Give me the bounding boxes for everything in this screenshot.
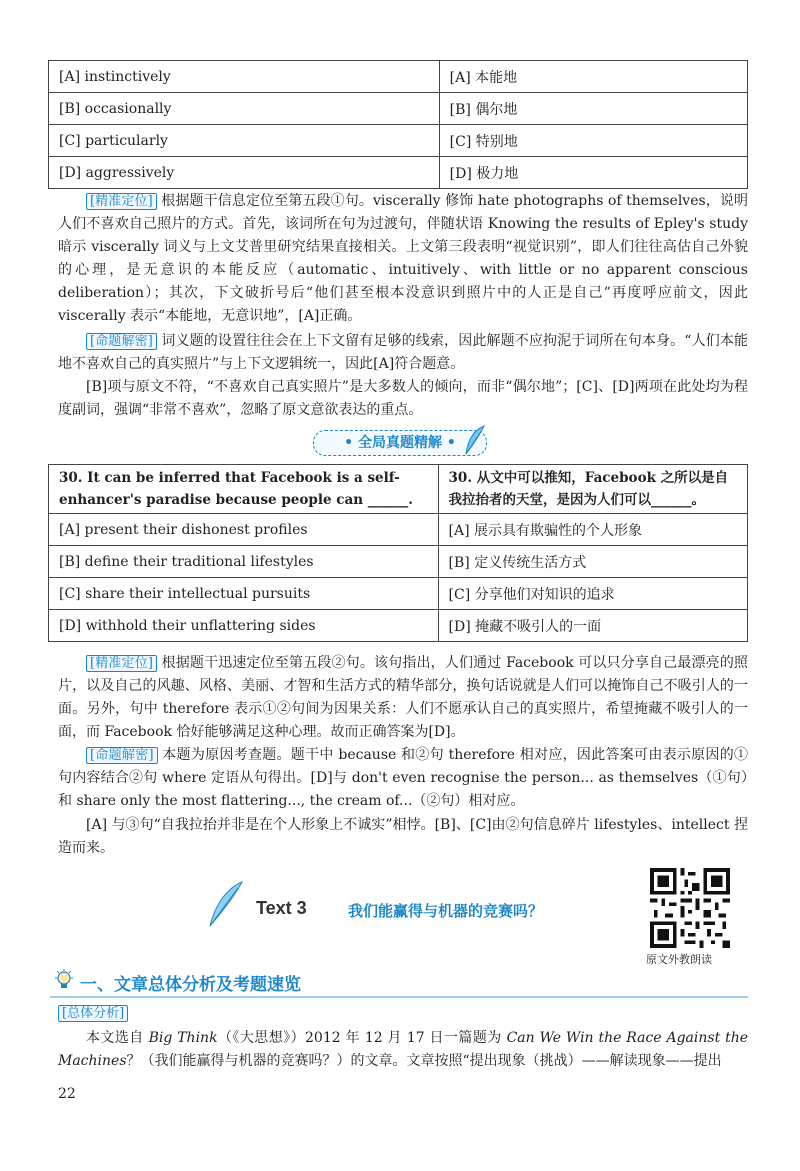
table-row bbox=[49, 610, 748, 642]
options-table-q30 bbox=[48, 464, 748, 642]
q29-locate-text: 根据题干信息定位至第五段①句。viscerally 修饰 hate photographs of themselves，说明人们不喜欢自己照片的方式。首先，该词所在句为过渡句，伴随状语 Knowing the results of Epley's study 暗示 viscerally 词义与上文艾普里研究结果直接相关。上文第三段表明“视觉识别”，即人们往往高估自己外貌的心理，是无意识的本能反应（automatic、intuitively、with little or no apparent conscious deliberation）；其次，下文破折号后“他们甚至根本没意识到照片中的人正是自己”再度呼应前文，因此 viscerally 表示“本能地，无意识地”，[A]正确。 bbox=[58, 193, 749, 324]
table-row bbox=[49, 514, 748, 546]
q29-analysis-text: 词义题的设置往往会在上下文留有足够的线索，因此解题不应拘泥于词所在句本身。“人们本能地不喜欢自己的真实照片”与上下文逻辑统一，因此[A]符合题意。 bbox=[58, 333, 748, 372]
locate-tag: [精准定位] bbox=[86, 193, 157, 210]
q30-locate-text: 根据题干迅速定位至第五段②句。该句指出，人们通过 Facebook 可以只分享自己最漂亮的照片，以及自己的风趣、风格、美丽、才智和生活方式的精华部分，换句话说就是人们可以掩饰自己不吸引人的一面。另外，句中 therefore 表示①②句间为因果关系：人们不愿承认自己的真实照片，希望掩藏不吸引人的一面，而 Facebook 恰好能够满足这种心理。故而正确答案为[D]。 bbox=[58, 655, 748, 740]
option-en: [C] particularly bbox=[49, 125, 440, 157]
option-zh: [A] 本能地 bbox=[439, 61, 747, 93]
table-row bbox=[49, 93, 748, 125]
question-en: 30. It can be inferred that Facebook is a self-enhancer's paradise because people can ______. bbox=[49, 465, 439, 514]
option-en: [A] present their dishonest profiles bbox=[49, 514, 439, 546]
table-row bbox=[49, 157, 748, 189]
option-zh: [B] 偶尔地 bbox=[439, 93, 747, 125]
option-en: [D] aggressively bbox=[49, 157, 440, 189]
overview-text-a: 本文选自 bbox=[86, 1030, 149, 1046]
option-zh: [C] 特别地 bbox=[439, 125, 747, 157]
q29-analysis-paragraph bbox=[58, 330, 748, 376]
text3-title: 我们能赢得与机器的竞赛吗？ bbox=[348, 902, 544, 920]
q30-other-paragraph bbox=[58, 814, 748, 860]
option-en: [B] occasionally bbox=[49, 93, 440, 125]
q30-locate-paragraph bbox=[58, 652, 748, 744]
option-en: [C] share their intellectual pursuits bbox=[49, 578, 439, 610]
option-en: [D] withhold their unflattering sides bbox=[49, 610, 439, 642]
table-row bbox=[49, 578, 748, 610]
option-zh: [B] 定义传统生活方式 bbox=[438, 546, 747, 578]
analysis-tag: [命题解密] bbox=[86, 747, 158, 764]
section-banner: • 全局真题精解 • bbox=[313, 430, 487, 456]
overview-tag-line bbox=[58, 1002, 748, 1025]
option-zh: [A] 展示具有欺骗性的个人形象 bbox=[438, 514, 747, 546]
q29-other-text: [B]项与原文不符，“不喜欢自己真实照片”是大多数人的倾向，而非“偶尔地”；[C]、[D]两项在此处均为程度副词，强调“非常不喜欢”，忽略了原文意欲表达的重点。 bbox=[58, 379, 748, 418]
lightbulb-icon bbox=[52, 968, 76, 994]
overview-paragraph bbox=[58, 1027, 748, 1073]
option-zh: [D] 掩藏不吸引人的一面 bbox=[438, 610, 747, 642]
feather-icon bbox=[462, 424, 488, 456]
option-zh: [C] 分享他们对知识的追求 bbox=[438, 578, 747, 610]
overview-text-c: ？（我们能赢得与机器的竞赛吗？）的文章。文章按照“提出现象（挑战）——解读现象——提出 bbox=[126, 1053, 722, 1069]
qr-caption: 原文外教朗读 bbox=[646, 953, 712, 966]
q30-other-text: [A] 与③句“自我拉抬并非是在个人形象上不诚实”相悖。[B]、[C]由②句信息碎片 lifestyles、intellect 捏造而来。 bbox=[58, 817, 748, 856]
option-en: [A] instinctively bbox=[49, 61, 440, 93]
table-header-row bbox=[49, 465, 748, 514]
q29-other-paragraph bbox=[58, 376, 748, 422]
section-title: 一、文章总体分析及考题速览 bbox=[80, 975, 301, 995]
q29-locate-paragraph bbox=[58, 190, 748, 328]
option-en: [B] define their traditional lifestyles bbox=[49, 546, 439, 578]
option-zh: [D] 极力地 bbox=[439, 157, 747, 189]
page-number: 22 bbox=[58, 1086, 76, 1102]
text3-label: Text 3 bbox=[256, 898, 307, 918]
analysis-tag: [命题解密] bbox=[86, 333, 157, 350]
table-row bbox=[49, 61, 748, 93]
options-table-q29 bbox=[48, 60, 748, 189]
q30-analysis-paragraph bbox=[58, 744, 748, 813]
quill-icon bbox=[206, 880, 246, 928]
source-en: Big Think bbox=[148, 1030, 218, 1046]
q30-analysis-text: 本题为原因考查题。题干中 because 和②句 therefore 相对应，因此答案可由表示原因的①句内容结合②句 where 定语从句得出。[D]与 don't even recognise the person... as themselves（①句）和 share only the most flattering..., the cream of...（②句）相对应。 bbox=[58, 747, 748, 809]
table-row bbox=[49, 125, 748, 157]
section-heading bbox=[50, 968, 748, 998]
table-row bbox=[49, 546, 748, 578]
overview-text-b: （《大思想》）2012 年 12 月 17 日一篇题为 bbox=[217, 1030, 507, 1046]
article-title-en: Can We Win the Race Against the Machines bbox=[58, 1030, 749, 1069]
locate-tag: [精准定位] bbox=[86, 655, 157, 672]
qr-code-icon[interactable] bbox=[650, 868, 730, 948]
overview-tag: [总体分析] bbox=[58, 1005, 128, 1022]
question-zh: 30. 从文中可以推知，Facebook 之所以是自我拉抬者的天堂，是因为人们可以______。 bbox=[438, 465, 747, 514]
